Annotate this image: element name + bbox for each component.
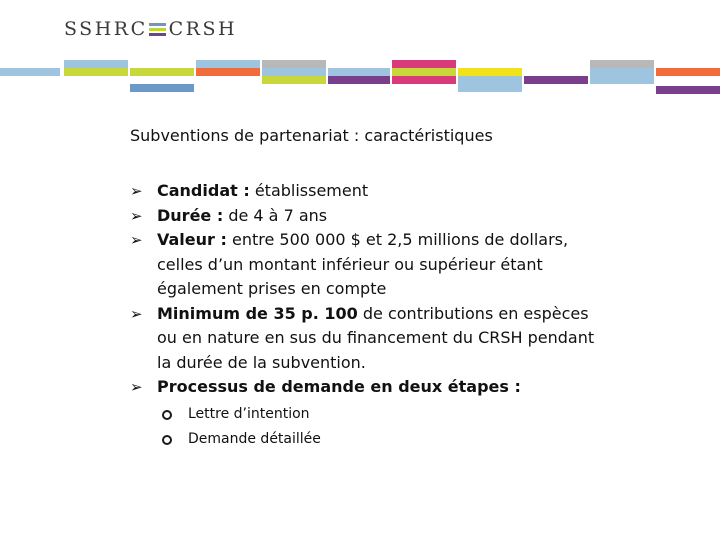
color-bar [130,68,194,76]
logo-sshrc-text: SSHRC [64,18,148,40]
ring-bullet-icon [162,435,172,445]
color-bar [458,84,522,92]
color-bar [392,76,456,84]
color-bar [328,68,390,76]
bullet-text: entre 500 000 $ et 2,5 millions de dollars, celles d’un montant inférieur ou supérieur étant également prises en compte [157,230,569,298]
bullet-label: Valeur : [157,230,227,249]
color-bar [130,84,194,92]
arrow-bullet-icon: ➢ [130,231,143,249]
color-bar [196,60,260,68]
color-bar [328,76,390,84]
ring-bullet-icon [162,410,172,420]
color-bar [64,68,128,76]
bullet-text: de contributions en espèces ou en nature en sus du financement du CRSH pendant la durée de la subvention. [157,303,595,372]
color-bar [590,76,654,84]
color-bar [196,68,260,76]
color-bar [392,68,456,76]
color-bar [0,68,60,76]
decorative-color-bars [0,0,720,100]
sub-bullet-text: Lettre d’intention [188,405,310,422]
color-bar [262,68,326,76]
color-bar [524,76,588,84]
bullet-item [130,228,600,302]
bullet-text: établissement [249,181,369,200]
bullet-list [130,179,600,452]
bullet-label: Candidat : [157,181,250,200]
logo-crsh-text: CRSH [168,18,238,40]
sub-bullet-item [162,427,600,452]
slide-title: Subventions de partenariat : caractéristiques [130,126,493,145]
bullet-item [130,179,600,204]
bullet-item [130,204,600,229]
arrow-bullet-icon: ➢ [130,378,143,396]
sub-bullet-list [157,402,600,452]
color-bar [590,60,654,68]
bullet-item [130,375,600,452]
bullet-item [130,302,600,376]
color-bar [656,86,720,94]
arrow-bullet-icon: ➢ [130,304,143,323]
bullet-text: de 4 à 7 ans [223,205,328,225]
color-bar [262,76,326,84]
color-bar [656,68,720,76]
bullet-label: Minimum de 35 p. 100 [157,303,358,323]
sub-bullet-text: Demande détaillée [188,430,321,447]
arrow-bullet-icon: ➢ [130,182,143,200]
color-bar [392,60,456,68]
color-bar [262,60,326,68]
bullet-label: Durée : [157,205,224,225]
bullet-label: Processus de demande en deux étapes : [157,377,521,396]
color-bar [64,60,128,68]
color-bar [458,76,522,84]
arrow-bullet-icon: ➢ [130,206,143,225]
color-bar [590,68,654,76]
color-bar [458,68,522,76]
sub-bullet-item [162,402,600,427]
